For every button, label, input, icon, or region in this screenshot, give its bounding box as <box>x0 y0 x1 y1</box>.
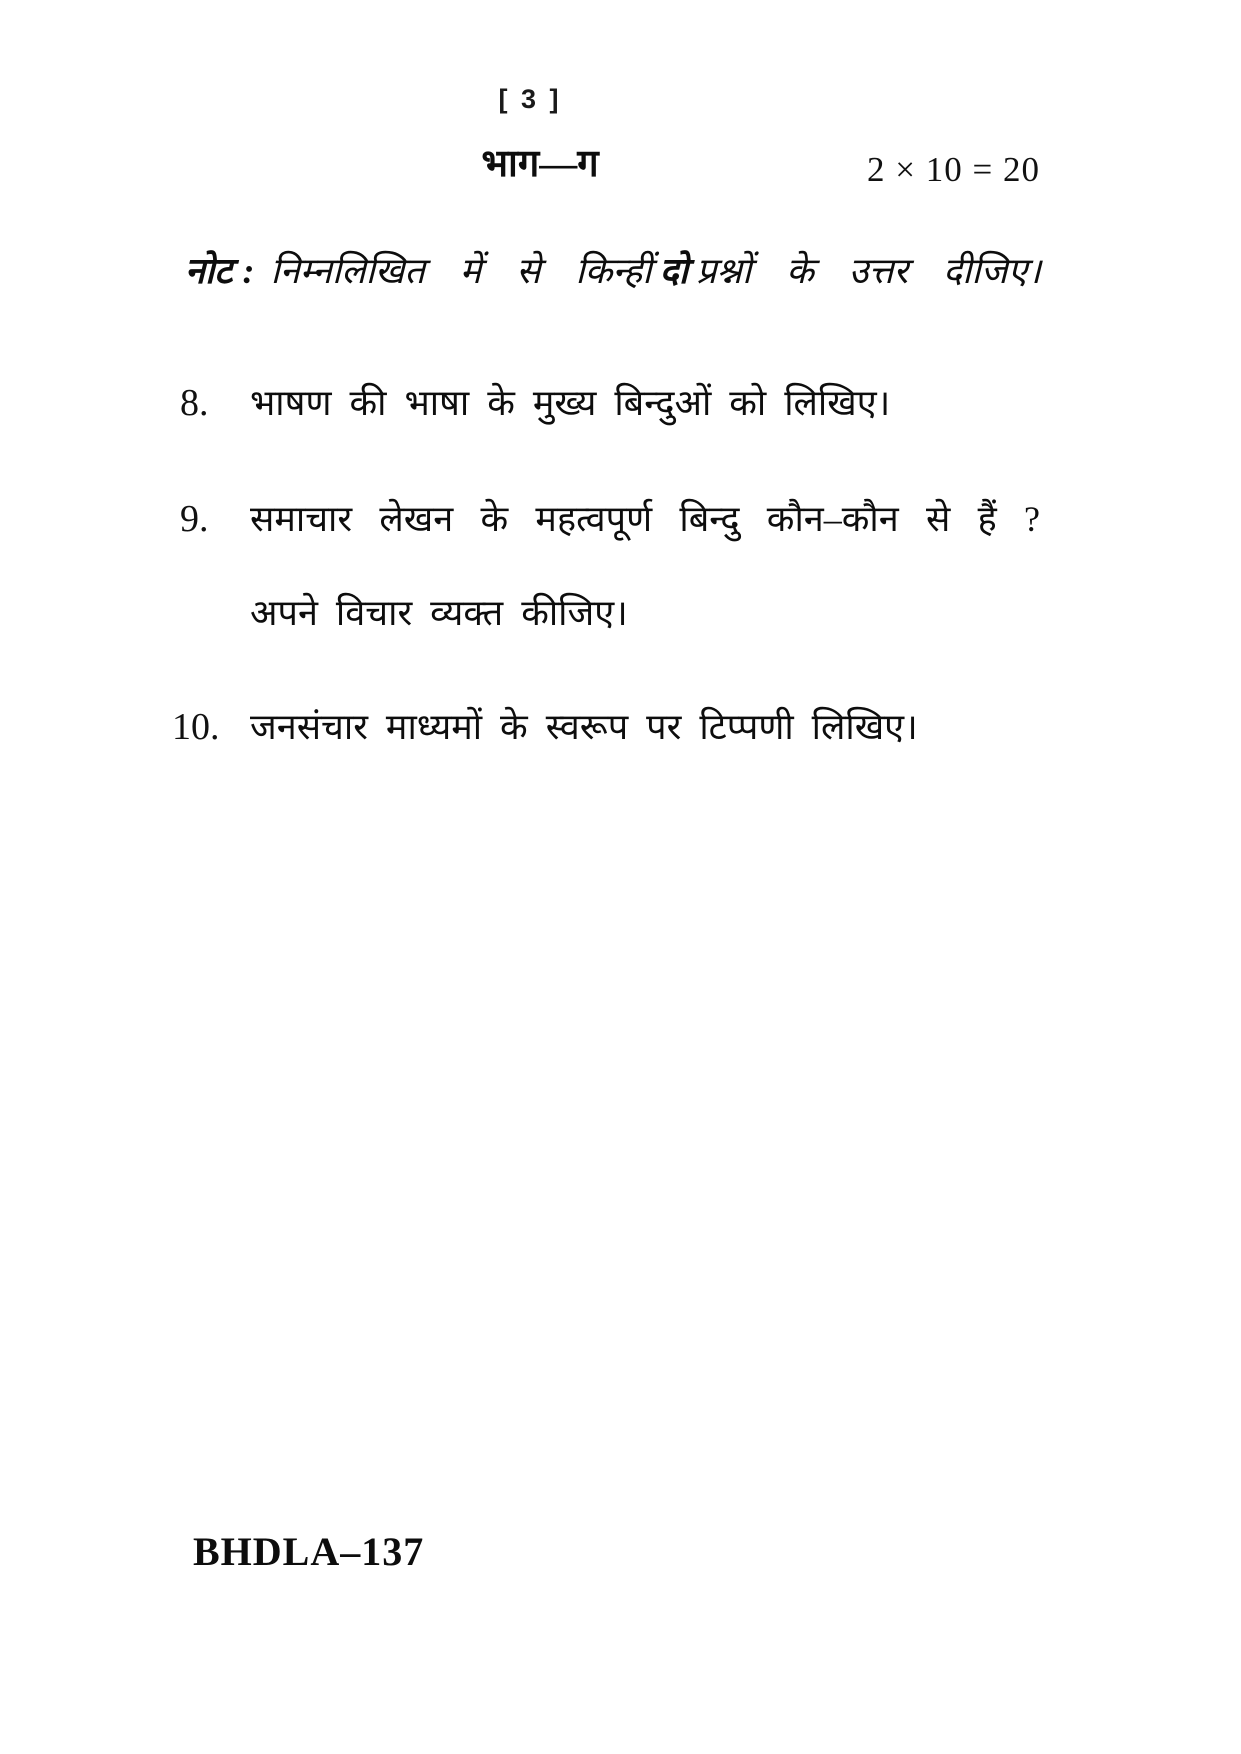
note-separator: : <box>242 251 255 291</box>
question-10-text: जनसंचार माध्यमों के स्वरूप पर टिप्पणी लिखिए। <box>250 707 918 747</box>
question-8-number: 8. <box>180 382 209 424</box>
question-9-number: 9. <box>180 498 209 540</box>
note-text-after: प्रश्नों के उत्तर दीजिए। <box>696 251 1041 291</box>
marks-formula: 2 × 10 = 20 <box>867 150 1040 189</box>
question-9 <box>172 496 1040 544</box>
note-emphasis: दो <box>659 251 689 291</box>
note-line <box>185 248 1041 295</box>
question-10-number: 10. <box>172 706 220 748</box>
note-label: नोट <box>185 251 233 291</box>
paper-code: BHDLA–137 <box>193 1529 425 1574</box>
question-9-text-line-2: अपने विचार व्यक्त कीजिए। <box>250 593 628 633</box>
note-text-before: निम्नलिखित में से किन्हीं <box>270 251 652 291</box>
question-8-text: भाषण की भाषा के मुख्य बिन्दुओं को लिखिए। <box>250 383 891 423</box>
question-8 <box>172 380 1040 428</box>
page-number: [ 3 ] <box>498 84 562 114</box>
question-10 <box>172 704 1040 752</box>
question-9-text-line-1: समाचार लेखन के महत्वपूर्ण बिन्दु कौन–कौन से हैं ? <box>250 499 1040 539</box>
section-heading: भाग—ग <box>481 143 599 185</box>
